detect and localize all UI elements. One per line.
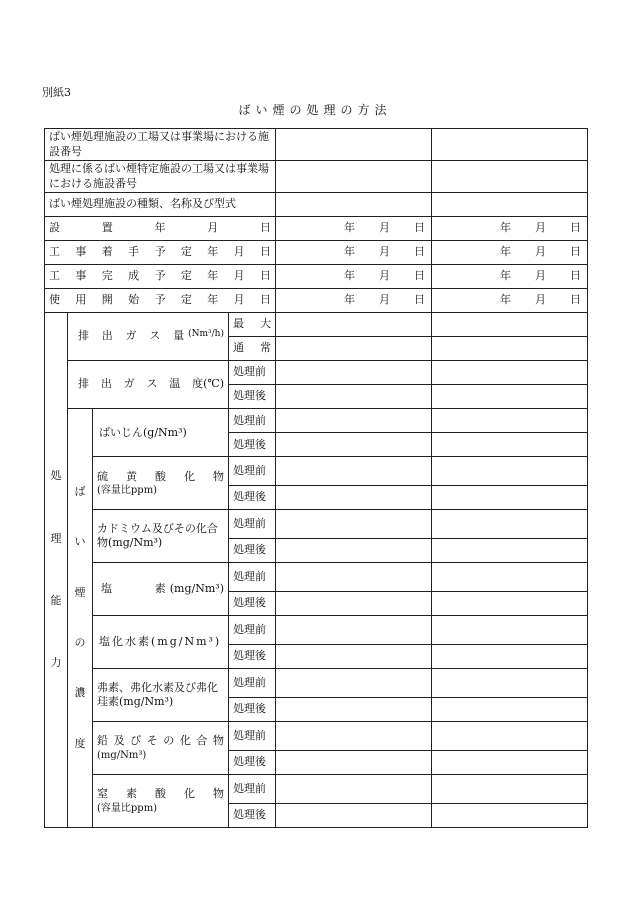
value-cell[interactable] xyxy=(432,668,588,697)
before-label: 処理前 xyxy=(229,563,276,592)
value-cell[interactable] xyxy=(276,539,432,563)
pollutant-nox-label: 窒素酸化物 (容量比ppm) xyxy=(93,774,229,827)
value-cell[interactable] xyxy=(276,774,432,803)
before-label: 処理前 xyxy=(229,668,276,697)
pollutant-sox-label: 硫黄酸化物 (容量比ppm) xyxy=(93,457,229,510)
facility-number-label: ばい煙処理施設の工場又は事業場における施設番号 xyxy=(45,129,276,161)
value-cell[interactable] xyxy=(276,486,432,510)
value-cell[interactable] xyxy=(276,803,432,827)
pollutant-cadmium-label: カドミウム及びその化合物(mg/Nm³) xyxy=(93,510,229,563)
value-cell[interactable] xyxy=(432,457,588,486)
value-cell[interactable] xyxy=(432,803,588,827)
value-cell[interactable] xyxy=(276,616,432,645)
date-cell[interactable] xyxy=(432,265,588,289)
table-row xyxy=(45,457,588,486)
month-unit: 月 xyxy=(379,245,390,259)
table-row xyxy=(45,265,588,289)
value-cell[interactable] xyxy=(432,697,588,721)
after-label: 処理後 xyxy=(229,644,276,668)
value-cell[interactable] xyxy=(276,433,432,457)
day-unit: 日 xyxy=(414,221,425,235)
date-cell[interactable] xyxy=(432,241,588,265)
value-cell[interactable] xyxy=(276,457,432,486)
day-unit: 日 xyxy=(414,245,425,259)
value-cell[interactable] xyxy=(432,510,588,539)
after-label: 処理後 xyxy=(229,385,276,409)
year-unit: 年 xyxy=(500,245,511,259)
table-row xyxy=(45,616,588,645)
table-row xyxy=(45,510,588,539)
table-row xyxy=(45,721,588,750)
value-cell[interactable] xyxy=(432,337,588,361)
value-cell[interactable] xyxy=(432,774,588,803)
value-cell[interactable] xyxy=(276,697,432,721)
pollutant-lead-label: 鉛及びその化合物 (mg/Nm³) xyxy=(93,721,229,774)
exhaust-volume-label: 排出ガス量 (Nm³/h) xyxy=(68,313,229,361)
capacity-label: 処 理 能 力 xyxy=(45,313,68,828)
value-cell[interactable] xyxy=(432,563,588,592)
year-unit: 年 xyxy=(344,293,355,307)
after-label: 処理後 xyxy=(229,750,276,774)
value-cell[interactable] xyxy=(432,409,588,433)
table-row xyxy=(45,563,588,592)
value-cell[interactable] xyxy=(276,510,432,539)
date-cell[interactable] xyxy=(432,217,588,241)
before-label: 処理前 xyxy=(229,361,276,385)
value-cell[interactable] xyxy=(432,433,588,457)
value-cell[interactable] xyxy=(432,161,588,193)
month-unit: 月 xyxy=(535,245,546,259)
table-row xyxy=(45,161,588,193)
value-cell[interactable] xyxy=(432,361,588,385)
day-unit: 日 xyxy=(570,245,581,259)
year-unit: 年 xyxy=(344,221,355,235)
processing-method-table xyxy=(44,128,588,828)
year-unit: 年 xyxy=(500,269,511,283)
year-unit: 年 xyxy=(344,245,355,259)
table-row xyxy=(45,361,588,385)
concentration-label: ば い 煙 の 濃 度 xyxy=(68,409,93,828)
year-unit: 年 xyxy=(500,293,511,307)
value-cell[interactable] xyxy=(276,644,432,668)
table-row xyxy=(45,217,588,241)
value-cell[interactable] xyxy=(276,129,432,161)
day-unit: 日 xyxy=(414,293,425,307)
value-cell[interactable] xyxy=(276,409,432,433)
date-cell[interactable] xyxy=(276,217,432,241)
day-unit: 日 xyxy=(570,221,581,235)
table-row xyxy=(45,289,588,313)
month-unit: 月 xyxy=(535,293,546,307)
value-cell[interactable] xyxy=(432,193,588,217)
value-cell[interactable] xyxy=(276,313,432,337)
month-unit: 月 xyxy=(535,221,546,235)
value-cell[interactable] xyxy=(276,385,432,409)
pollutant-hcl-label: 塩化水素(mg/Nm³) xyxy=(93,616,229,669)
after-label: 処理後 xyxy=(229,433,276,457)
date-cell[interactable] xyxy=(276,289,432,313)
month-unit: 月 xyxy=(379,221,390,235)
month-unit: 月 xyxy=(379,293,390,307)
page-title: ばい煙の処理の方法 xyxy=(238,103,392,117)
table-row xyxy=(45,409,588,433)
after-label: 処理後 xyxy=(229,539,276,563)
table-row xyxy=(45,193,588,217)
value-cell[interactable] xyxy=(276,361,432,385)
day-unit: 日 xyxy=(414,269,425,283)
construction-complete-label: 工事完成予定年月日 xyxy=(45,265,276,289)
value-cell[interactable] xyxy=(276,337,432,361)
month-unit: 月 xyxy=(379,269,390,283)
table-row xyxy=(45,129,588,161)
table-row xyxy=(45,774,588,803)
year-unit: 年 xyxy=(344,269,355,283)
month-unit: 月 xyxy=(535,269,546,283)
value-cell[interactable] xyxy=(276,563,432,592)
table-row xyxy=(45,313,588,337)
before-label: 処理前 xyxy=(229,510,276,539)
day-unit: 日 xyxy=(570,293,581,307)
use-start-label: 使用開始予定年月日 xyxy=(45,289,276,313)
value-cell[interactable] xyxy=(432,592,588,616)
value-cell[interactable] xyxy=(432,750,588,774)
pollutant-chlorine-label: 塩素 (mg/Nm³) xyxy=(93,563,229,616)
facility-type-label: ばい煙処理施設の種類、名称及び型式 xyxy=(45,193,276,217)
date-cell[interactable] xyxy=(276,241,432,265)
value-cell[interactable] xyxy=(276,592,432,616)
before-label: 処理前 xyxy=(229,616,276,645)
value-cell[interactable] xyxy=(276,750,432,774)
value-cell[interactable] xyxy=(432,616,588,645)
pollutant-dust-label: ばいじん(g/Nm³) xyxy=(93,409,229,457)
related-facility-number-label: 処理に係るばい煙特定施設の工場又は事業場における施設番号 xyxy=(45,161,276,193)
value-cell[interactable] xyxy=(276,721,432,750)
value-cell[interactable] xyxy=(276,668,432,697)
table-row xyxy=(45,241,588,265)
after-label: 処理後 xyxy=(229,803,276,827)
value-cell[interactable] xyxy=(276,161,432,193)
date-cell[interactable] xyxy=(276,265,432,289)
before-label: 処理前 xyxy=(229,721,276,750)
date-cell[interactable] xyxy=(432,289,588,313)
year-unit: 年 xyxy=(500,221,511,235)
before-label: 処理前 xyxy=(229,774,276,803)
day-unit: 日 xyxy=(570,269,581,283)
exhaust-temp-label: 排出ガス温度 (℃) xyxy=(68,361,229,409)
value-cell[interactable] xyxy=(432,385,588,409)
table-row xyxy=(45,668,588,697)
pollutant-fluorine-label: 弗素、弗化水素及び弗化珪素(mg/Nm³) xyxy=(93,668,229,721)
normal-label: 通常 xyxy=(229,337,276,361)
before-label: 処理前 xyxy=(229,409,276,433)
before-label: 処理前 xyxy=(229,457,276,486)
after-label: 処理後 xyxy=(229,697,276,721)
value-cell[interactable] xyxy=(432,644,588,668)
construction-start-label: 工事着手予定年月日 xyxy=(45,241,276,265)
value-cell[interactable] xyxy=(432,129,588,161)
installation-date-label: 設置年月日 xyxy=(45,217,276,241)
value-cell[interactable] xyxy=(432,539,588,563)
value-cell[interactable] xyxy=(432,486,588,510)
after-label: 処理後 xyxy=(229,486,276,510)
page-label: 別紙3 xyxy=(42,86,71,99)
value-cell[interactable] xyxy=(432,721,588,750)
value-cell[interactable] xyxy=(276,193,432,217)
max-label: 最大 xyxy=(229,313,276,337)
after-label: 処理後 xyxy=(229,592,276,616)
value-cell[interactable] xyxy=(432,313,588,337)
